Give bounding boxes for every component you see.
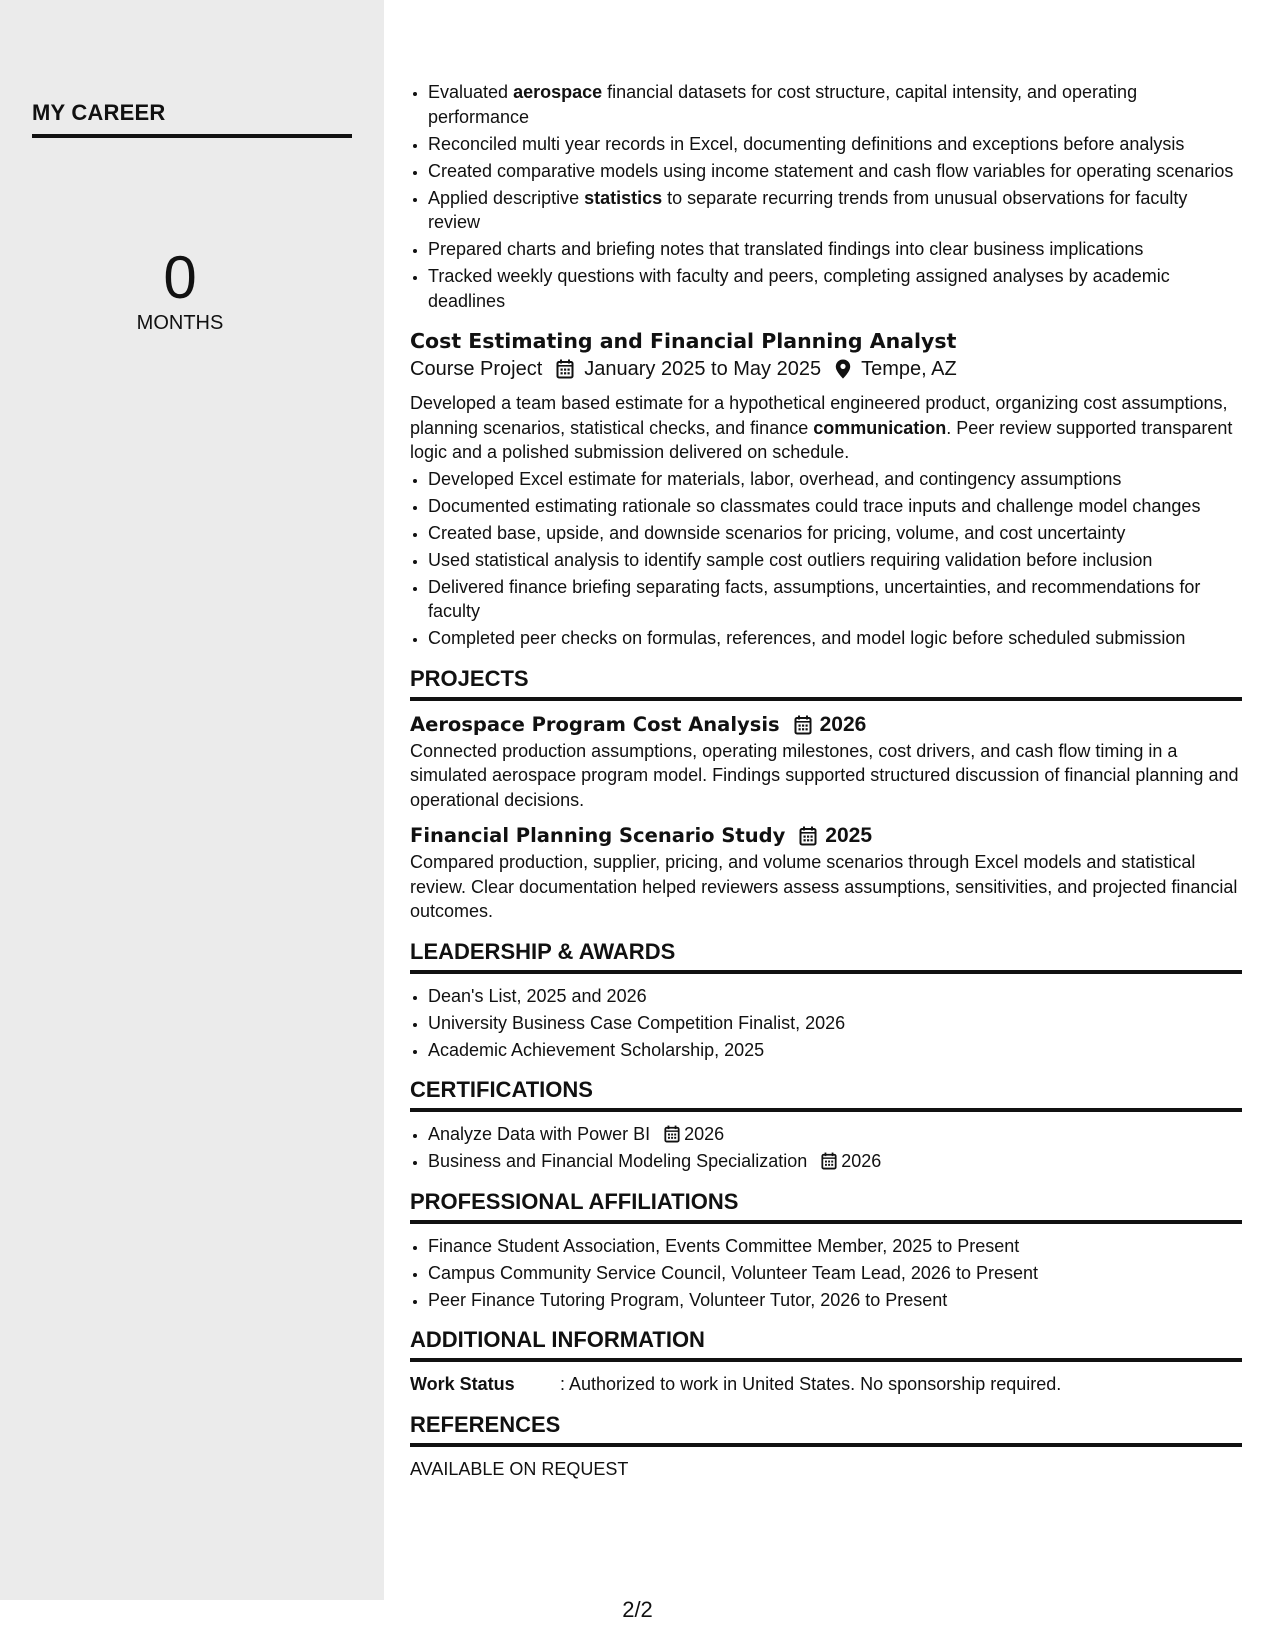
certification-year: 2026 [841,1151,882,1171]
map-pin-icon [835,359,851,379]
sidebar [0,0,384,1600]
leadership-list [410,984,1242,1063]
list-item: • Dean's List, 2025 and 2026 [428,984,1242,1009]
list-item: • Applied descriptive statistics to separate recurring trends from unusual observations for faculty review [428,186,1242,235]
calendar-icon [794,715,812,735]
projects-heading: PROJECTS [410,665,1242,701]
job-meta [410,355,1242,383]
job-dates: January 2025 to May 2025 [584,358,822,380]
additional-info-heading: ADDITIONAL INFORMATION [410,1326,1242,1362]
job-location: Tempe, AZ [861,358,957,380]
certifications-list [410,1122,1242,1174]
list-item: • Created base, upside, and downside scenarios for pricing, volume, and cost uncertainty [428,521,1242,546]
project-year: 2026 [819,712,867,736]
main-content [410,80,1242,1481]
career-heading: MY CAREER [32,100,352,138]
calendar-icon [664,1125,680,1143]
list-item: • Reconciled multi year records in Excel, documenting definitions and exceptions before analysis [428,132,1242,157]
leadership-heading: LEADERSHIP & AWARDS [410,938,1242,974]
intro-bullet-list [410,80,1242,313]
work-status-label: Work Status [410,1374,515,1394]
calendar-icon [556,359,574,379]
job-title: Cost Estimating and Financial Planning Analyst [410,329,957,353]
list-item: • Developed Excel estimate for materials, labor, overhead, and contingency assumptions [428,467,1242,492]
certifications-heading: CERTIFICATIONS [410,1076,1242,1112]
career-count: 0 [163,244,197,311]
certification-name: • Analyze Data with Power BI [428,1124,651,1144]
page-number: 2/2 [622,1597,653,1622]
certification-name: • Business and Financial Modeling Specialization [428,1151,808,1171]
project-title: Aerospace Program Cost Analysis 2026 [410,711,1242,739]
work-status-row [410,1372,1242,1397]
list-item: • Academic Achievement Scholarship, 2025 [428,1038,1242,1063]
list-item: • Delivered finance briefing separating facts, assumptions, uncertainties, and recommendations for faculty [428,575,1242,624]
list-item: • Prepared charts and briefing notes that translated findings into clear business implications [428,237,1242,262]
list-item: • Finance Student Association, Events Committee Member, 2025 to Present [428,1234,1242,1259]
affiliations-list [410,1234,1242,1313]
affiliations-heading: PROFESSIONAL AFFILIATIONS [410,1188,1242,1224]
references-heading: REFERENCES [410,1411,1242,1447]
list-item: • Created comparative models using income statement and cash flow variables for operating scenarios [428,159,1242,184]
project-description: Connected production assumptions, operating milestones, cost drivers, and cash flow timing in a simulated aerospace program model. Findings supported structured discussion of financial planning and operational decisions. [410,740,1239,810]
list-item: • Tracked weekly questions with faculty and peers, completing assigned analyses by academic deadlines [428,264,1242,313]
calendar-icon [799,826,817,846]
job-bullet-list [410,467,1242,651]
project-description: Compared production, supplier, pricing, and volume scenarios through Excel models and statistical review. Clear documentation helped reviewers assess assumptions, sensitivities, and projected financial outcomes. [410,852,1238,921]
list-item: • Campus Community Service Council, Volunteer Team Lead, 2026 to Present [428,1261,1242,1286]
list-item [428,1149,1242,1174]
list-item: • Documented estimating rationale so classmates could trace inputs and challenge model changes [428,494,1242,519]
list-item: • Completed peer checks on formulas, references, and model logic before scheduled submission [428,626,1242,651]
list-item: • Used statistical analysis to identify sample cost outliers requiring validation before inclusion [428,548,1242,573]
job-description: Developed a team based estimate for a hypothetical engineered product, organizing cost assumptions, planning scenarios, statistical checks, and finance communication. Peer review supported transparent logic and a polished submission delivered on schedule. [410,393,1233,462]
references-text: AVAILABLE ON REQUEST [410,1458,629,1479]
calendar-icon [821,1152,837,1170]
job-org: Course Project [410,358,543,380]
list-item [428,1122,1242,1147]
career-unit: MONTHS [136,312,224,334]
list-item: • University Business Case Competition Finalist, 2026 [428,1011,1242,1036]
certification-year: 2026 [684,1124,725,1144]
project-title: Financial Planning Scenario Study 2025 [410,822,1242,850]
list-item: • Peer Finance Tutoring Program, Volunteer Tutor, 2026 to Present [428,1288,1242,1313]
list-item: • Evaluated aerospace financial datasets for cost structure, capital intensity, and operating performance [428,80,1242,129]
project-year: 2025 [825,824,873,847]
work-status-value: : Authorized to work in United States. No sponsorship required. [560,1374,1062,1394]
